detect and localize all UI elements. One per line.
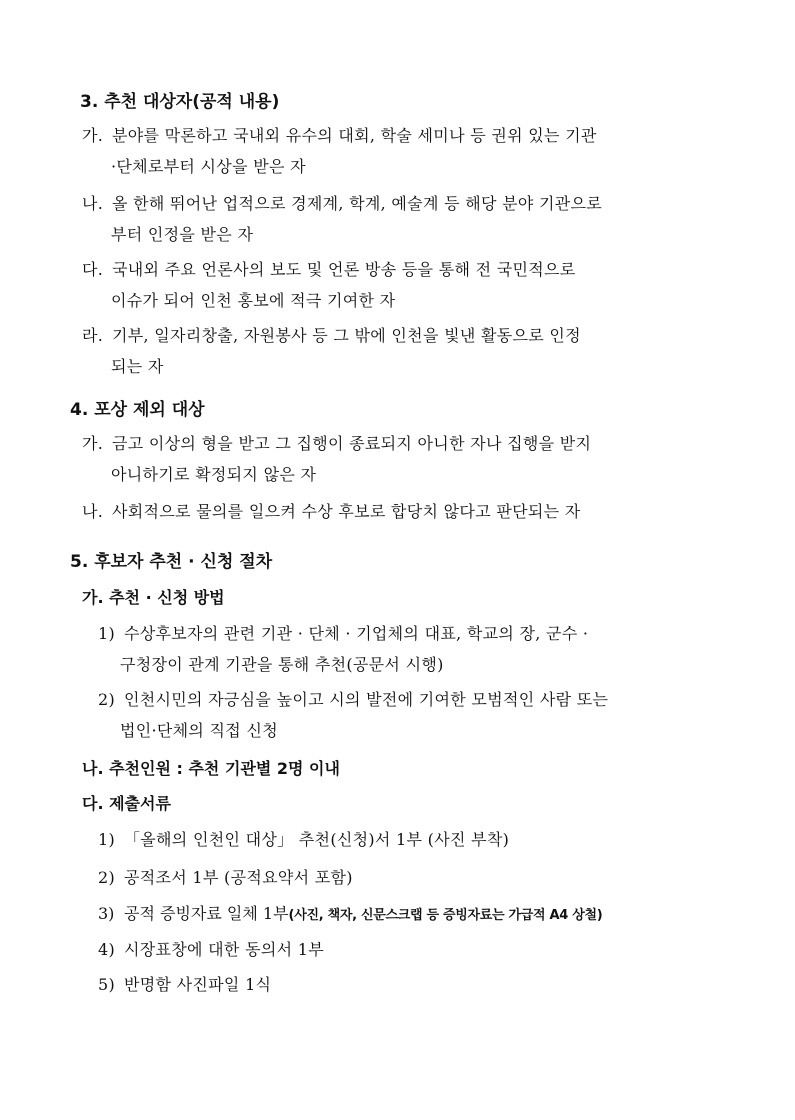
item-marker: 2) [98, 690, 116, 709]
section-4-heading: 4. 포상 제외 대상 [70, 400, 205, 420]
s4-item-na [82, 500, 581, 524]
s3-item-ra [82, 324, 581, 348]
item-marker: 1) [98, 830, 116, 849]
item-text: 공적 증빙자료 일체 1부 [124, 904, 289, 923]
s5-subsection-c-heading: 다. 제출서류 [82, 794, 171, 813]
s5c-item-3 [98, 902, 602, 928]
s3-item-da [82, 258, 576, 282]
item-text: 사회적으로 물의를 일으켜 수상 후보로 합당치 않다고 판단되는 자 [112, 502, 581, 521]
item-marker: 가. [82, 434, 104, 453]
item-marker: 다. [82, 260, 104, 279]
section-5-heading: 5. 후보자 추천 · 신청 절차 [70, 552, 273, 572]
item-marker: 4) [98, 940, 116, 959]
item-text: 분야를 막론하고 국내외 유수의 대회, 학술 세미나 등 권위 있는 기관 [112, 126, 597, 145]
section-3-heading: 3. 추천 대상자(공적 내용) [80, 92, 280, 112]
item-text: 인천시민의 자긍심을 높이고 시의 발전에 기여한 모범적인 사람 또는 [124, 690, 609, 709]
s5a-item-1 [98, 622, 588, 646]
s5a-item-2-cont: 법인·단체의 직접 신청 [120, 721, 278, 740]
item-text: 금고 이상의 형을 받고 그 집행이 종료되지 아니한 자나 집행을 받지 [112, 434, 592, 453]
s5a-item-1-cont: 구청장이 관계 기관을 통해 추천(공문서 시행) [120, 655, 444, 674]
item-marker: 2) [98, 868, 116, 887]
item-marker: 3) [98, 904, 115, 923]
item-text: 기부, 일자리창출, 자원봉사 등 그 밖에 인천을 빛낸 활동으로 인정 [112, 326, 581, 345]
item-marker: 나. [82, 502, 104, 521]
s5-subsection-b-heading: 나. 추천인원 : 추천 기관별 2명 이내 [82, 759, 340, 778]
s3-item-na-cont: 부터 인정을 받은 자 [111, 225, 254, 244]
item-text: 올 한해 뛰어난 업적으로 경제계, 학계, 예술계 등 해당 분야 기관으로 [112, 194, 603, 213]
item-marker: 나. [82, 194, 104, 213]
s4-item-ga [82, 432, 591, 456]
s5c-item-4 [98, 938, 324, 962]
item-marker: 1) [98, 624, 116, 643]
s5c-item-2 [98, 866, 353, 890]
s3-item-da-cont: 이슈가 되어 인천 홍보에 적극 기여한 자 [111, 291, 396, 310]
s5a-item-2 [98, 688, 608, 712]
item-marker: 5) [98, 975, 116, 994]
s5c-item-5 [98, 973, 271, 997]
s4-item-ga-cont: 아니하기로 확정되지 않은 자 [111, 465, 317, 484]
s3-item-ga [82, 124, 597, 148]
item-text: 공적조서 1부 (공적요약서 포함) [124, 868, 353, 887]
s5-subsection-a-heading: 가. 추천 · 신청 방법 [82, 588, 225, 607]
s3-item-na [82, 192, 602, 216]
item-text: 국내외 주요 언론사의 보도 및 언론 방송 등을 통해 전 국민적으로 [112, 260, 576, 279]
s5c-item-1 [98, 828, 509, 852]
item-text: 수상후보자의 관련 기관 · 단체 · 기업체의 대표, 학교의 장, 군수 · [124, 624, 589, 643]
item-text: 시장표창에 대한 동의서 1부 [124, 940, 324, 959]
item-bold-note: (사진, 책자, 신문스크랩 등 증빙자료는 가급적 A4 상철) [288, 908, 603, 923]
item-text: 「올해의 인천인 대상」 추천(신청)서 1부 (사진 부착) [124, 830, 510, 849]
item-text: 반명함 사진파일 1식 [124, 975, 272, 994]
s3-item-ga-cont: ·단체로부터 시상을 받은 자 [111, 157, 306, 176]
item-marker: 라. [82, 326, 104, 345]
s3-item-ra-cont: 되는 자 [111, 357, 164, 376]
item-marker: 가. [82, 126, 104, 145]
